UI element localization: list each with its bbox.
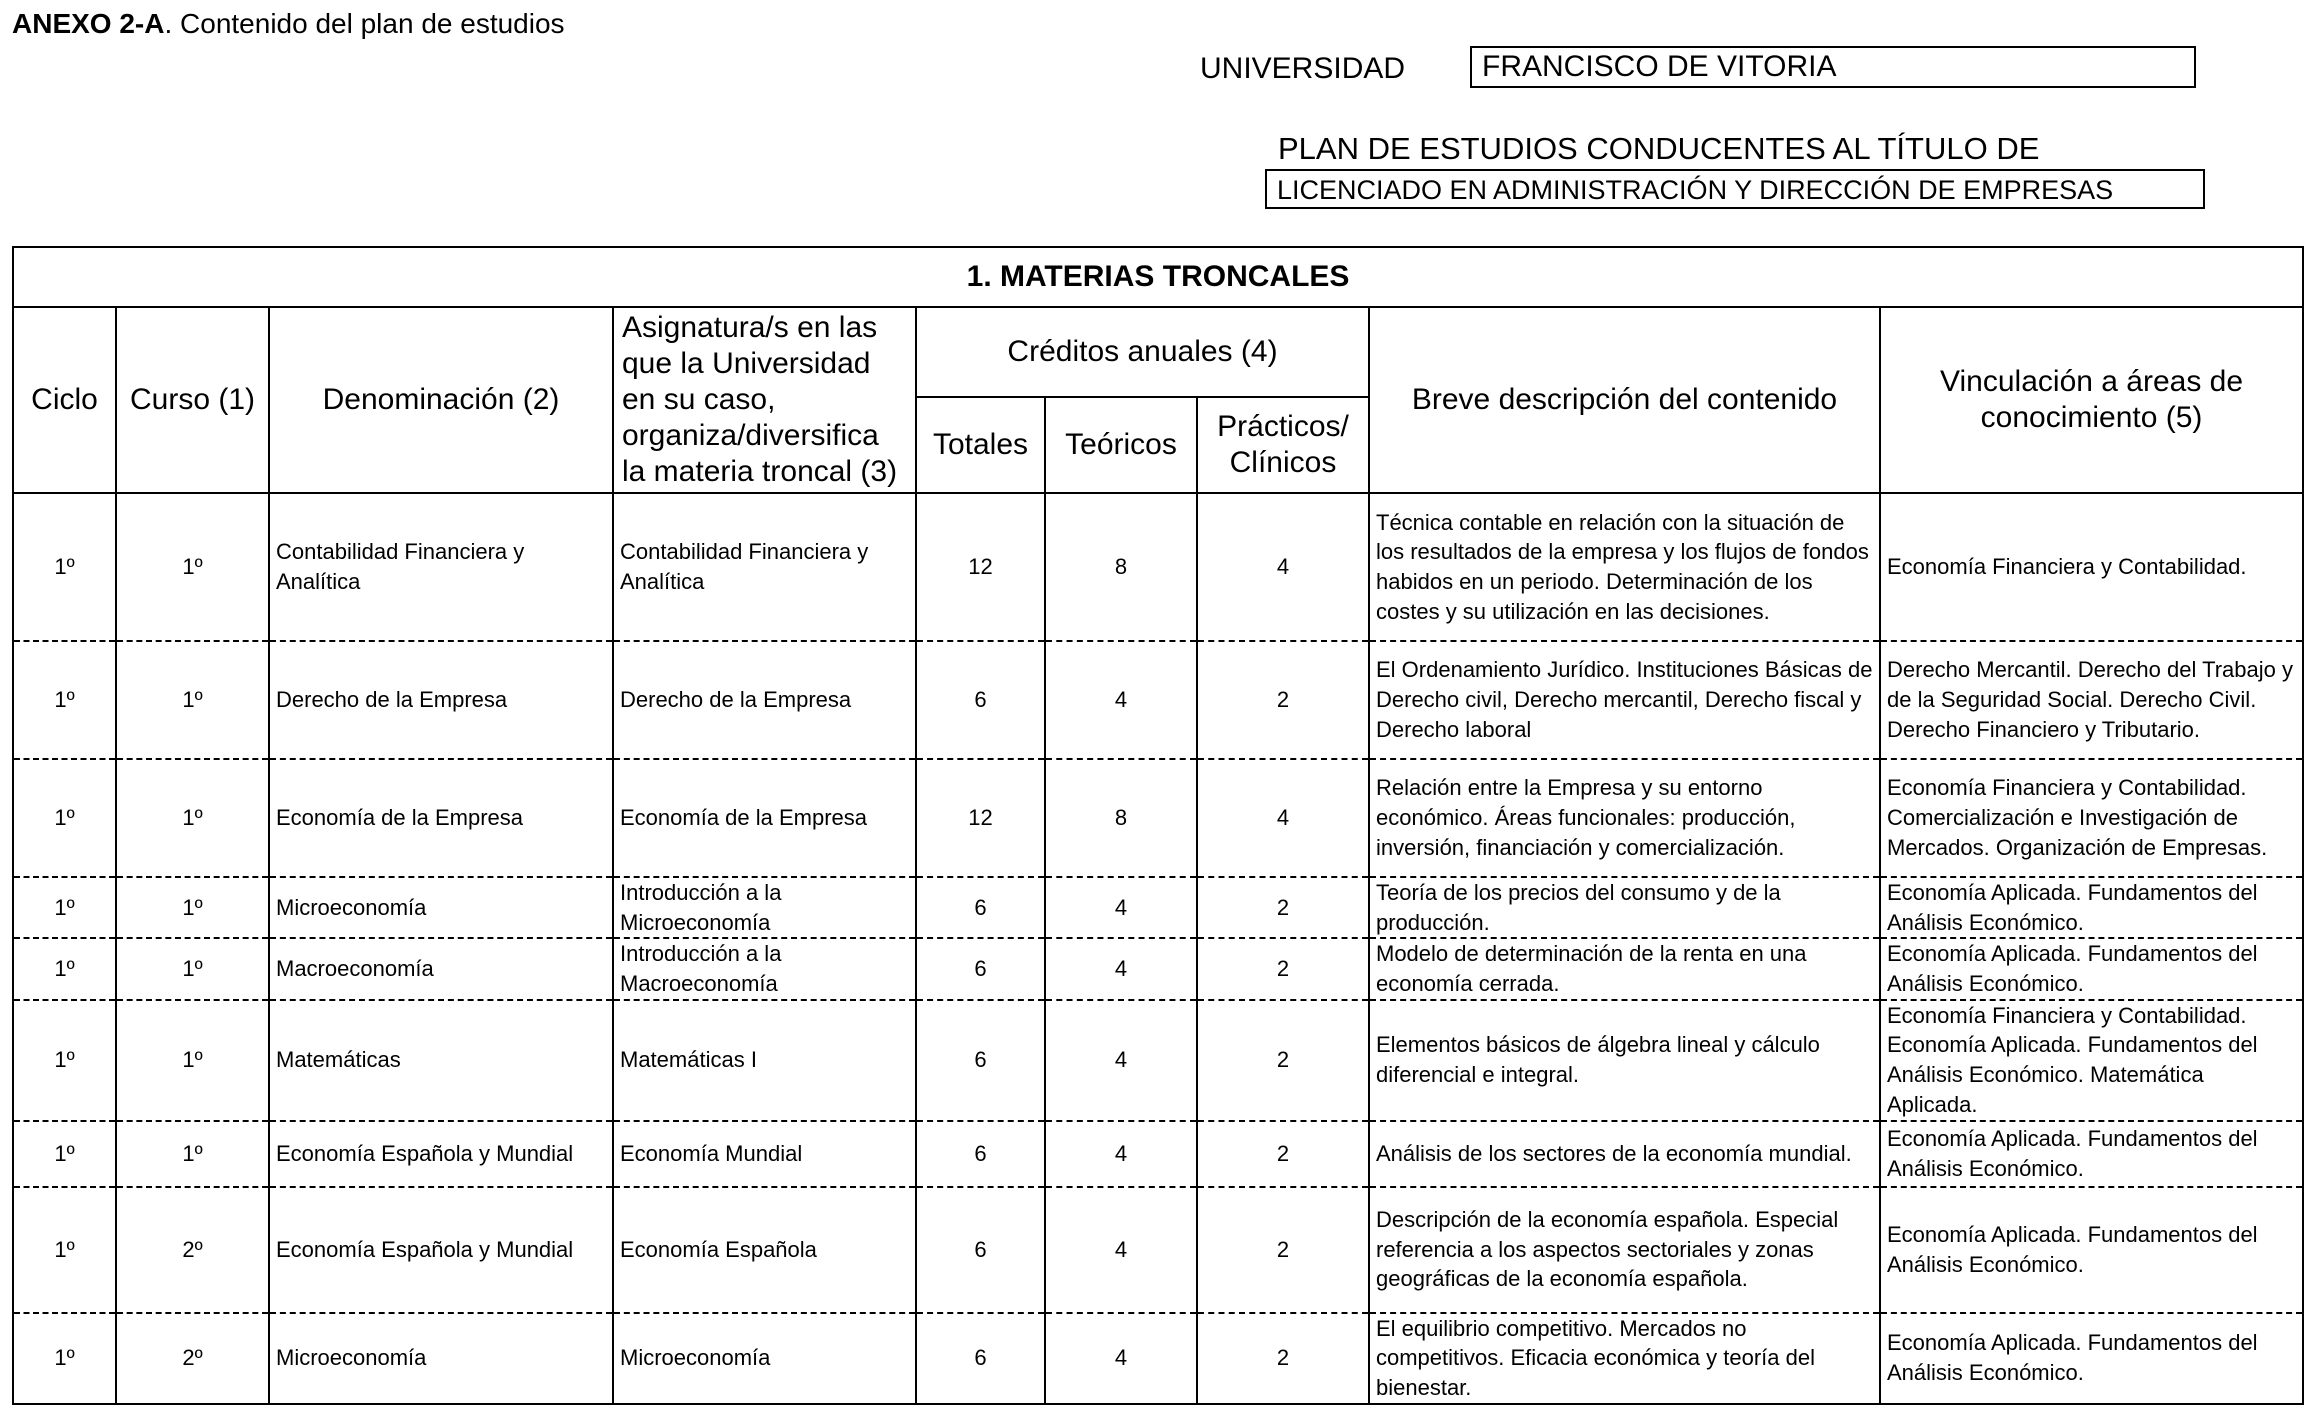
materias-troncales-table <box>12 246 2304 1405</box>
descripcion-cell: Elementos básicos de álgebra lineal y cálculo diferencial e integral. <box>1369 1000 1880 1121</box>
descripcion-cell: Teoría de los precios del consumo y de la producción. <box>1369 877 1880 938</box>
asignatura-cell: Economía Mundial <box>613 1121 916 1187</box>
descripcion-cell: Modelo de determinación de la renta en una economía cerrada. <box>1369 938 1880 999</box>
denominacion-cell: Matemáticas <box>269 1000 613 1121</box>
practicos-cell: 2 <box>1197 1187 1369 1313</box>
curso-cell: 1º <box>116 759 269 877</box>
denominacion-cell: Contabilidad Financiera y Analítica <box>269 493 613 641</box>
asignatura-cell: Microeconomía <box>613 1313 916 1404</box>
ciclo-cell: 1º <box>13 1000 116 1121</box>
plan-label: PLAN DE ESTUDIOS CONDUCENTES AL TÍTULO DE <box>1278 131 2040 166</box>
denominacion-cell: Economía de la Empresa <box>269 759 613 877</box>
practicos-cell: 2 <box>1197 1121 1369 1187</box>
table-row <box>13 641 2303 759</box>
denominacion-cell: Microeconomía <box>269 877 613 938</box>
col-header-creditos: Créditos anuales (4) <box>916 307 1369 397</box>
col-header-denominacion: Denominación (2) <box>269 307 613 493</box>
denominacion-cell: Derecho de la Empresa <box>269 641 613 759</box>
totales-cell: 6 <box>916 938 1045 999</box>
asignatura-cell: Derecho de la Empresa <box>613 641 916 759</box>
vinculacion-cell: Economía Aplicada. Fundamentos del Análisis Económico. <box>1880 938 2303 999</box>
descripcion-cell: Relación entre la Empresa y su entorno económico. Áreas funcionales: producción, inversión, financiación y comercialización. <box>1369 759 1880 877</box>
asignatura-cell: Economía de la Empresa <box>613 759 916 877</box>
col-header-descripcion: Breve descripción del contenido <box>1369 307 1880 493</box>
table-row <box>13 1000 2303 1121</box>
practicos-cell: 2 <box>1197 877 1369 938</box>
university-name-box: FRANCISCO DE VITORIA <box>1470 46 2196 88</box>
practicos-cell: 2 <box>1197 1313 1369 1404</box>
teoricos-cell: 8 <box>1045 493 1197 641</box>
asignatura-cell: Economía Española <box>613 1187 916 1313</box>
ciclo-cell: 1º <box>13 493 116 641</box>
denominacion-cell: Economía Española y Mundial <box>269 1187 613 1313</box>
practicos-cell: 2 <box>1197 938 1369 999</box>
vinculacion-cell: Economía Aplicada. Fundamentos del Análisis Económico. <box>1880 1121 2303 1187</box>
vinculacion-cell: Economía Aplicada. Fundamentos del Análisis Económico. <box>1880 877 2303 938</box>
totales-cell: 6 <box>916 1000 1045 1121</box>
asignatura-cell: Introducción a la Macroeconomía <box>613 938 916 999</box>
descripcion-cell: Análisis de los sectores de la economía mundial. <box>1369 1121 1880 1187</box>
totales-cell: 6 <box>916 1121 1045 1187</box>
teoricos-cell: 4 <box>1045 938 1197 999</box>
curso-cell: 1º <box>116 1000 269 1121</box>
ciclo-cell: 1º <box>13 938 116 999</box>
descripcion-cell: Descripción de la economía española. Especial referencia a los aspectos sectoriales y zonas geográficas de la economía española. <box>1369 1187 1880 1313</box>
asignatura-cell: Introducción a la Microeconomía <box>613 877 916 938</box>
table-body <box>13 493 2303 1404</box>
table-row <box>13 759 2303 877</box>
ciclo-cell: 1º <box>13 1121 116 1187</box>
practicos-cell: 2 <box>1197 1000 1369 1121</box>
col-header-practicos: Prácticos/ Clínicos <box>1197 397 1369 493</box>
col-header-teoricos: Teóricos <box>1045 397 1197 493</box>
curso-cell: 1º <box>116 641 269 759</box>
totales-cell: 12 <box>916 493 1045 641</box>
table-row <box>13 493 2303 641</box>
teoricos-cell: 4 <box>1045 1000 1197 1121</box>
table-row <box>13 1313 2303 1404</box>
table-row <box>13 938 2303 999</box>
teoricos-cell: 4 <box>1045 1313 1197 1404</box>
curso-cell: 1º <box>116 877 269 938</box>
ciclo-cell: 1º <box>13 641 116 759</box>
curso-cell: 2º <box>116 1187 269 1313</box>
col-header-curso: Curso (1) <box>116 307 269 493</box>
descripcion-cell: El equilibrio competitivo. Mercados no competitivos. Eficacia económica y teoría del bienestar. <box>1369 1313 1880 1404</box>
denominacion-cell: Macroeconomía <box>269 938 613 999</box>
teoricos-cell: 4 <box>1045 877 1197 938</box>
degree-box: LICENCIADO EN ADMINISTRACIÓN Y DIRECCIÓN DE EMPRESAS <box>1265 169 2205 209</box>
ciclo-cell: 1º <box>13 1313 116 1404</box>
asignatura-cell: Matemáticas I <box>613 1000 916 1121</box>
practicos-cell: 2 <box>1197 641 1369 759</box>
table-row <box>13 1187 2303 1313</box>
col-header-ciclo: Ciclo <box>13 307 116 493</box>
totales-cell: 6 <box>916 641 1045 759</box>
practicos-cell: 4 <box>1197 759 1369 877</box>
vinculacion-cell: Derecho Mercantil. Derecho del Trabajo y de la Seguridad Social. Derecho Civil. Derecho Financiero y Tributario. <box>1880 641 2303 759</box>
ciclo-cell: 1º <box>13 759 116 877</box>
annex-title: . Contenido del plan de estudios <box>164 8 565 39</box>
curso-cell: 2º <box>116 1313 269 1404</box>
col-header-totales: Totales <box>916 397 1045 493</box>
annex-heading <box>12 8 565 40</box>
col-header-asignatura: Asignatura/s en las que la Universidad en su caso, organiza/diversifica la materia troncal (3) <box>613 307 916 493</box>
vinculacion-cell: Economía Financiera y Contabilidad. Comercialización e Investigación de Mercados. Organización de Empresas. <box>1880 759 2303 877</box>
totales-cell: 6 <box>916 877 1045 938</box>
denominacion-cell: Microeconomía <box>269 1313 613 1404</box>
teoricos-cell: 8 <box>1045 759 1197 877</box>
university-label: UNIVERSIDAD <box>1200 52 1406 85</box>
vinculacion-cell: Economía Aplicada. Fundamentos del Análisis Económico. <box>1880 1187 2303 1313</box>
vinculacion-cell: Economía Financiera y Contabilidad. Economía Aplicada. Fundamentos del Análisis Económico. Matemática Aplicada. <box>1880 1000 2303 1121</box>
totales-cell: 12 <box>916 759 1045 877</box>
totales-cell: 6 <box>916 1313 1045 1404</box>
denominacion-cell: Economía Española y Mundial <box>269 1121 613 1187</box>
ciclo-cell: 1º <box>13 877 116 938</box>
totales-cell: 6 <box>916 1187 1045 1313</box>
vinculacion-cell: Economía Financiera y Contabilidad. <box>1880 493 2303 641</box>
curso-cell: 1º <box>116 938 269 999</box>
table-row <box>13 877 2303 938</box>
teoricos-cell: 4 <box>1045 1121 1197 1187</box>
teoricos-cell: 4 <box>1045 641 1197 759</box>
vinculacion-cell: Economía Aplicada. Fundamentos del Análisis Económico. <box>1880 1313 2303 1404</box>
teoricos-cell: 4 <box>1045 1187 1197 1313</box>
asignatura-cell: Contabilidad Financiera y Analítica <box>613 493 916 641</box>
table-row <box>13 1121 2303 1187</box>
col-header-vinculacion: Vinculación a áreas de conocimiento (5) <box>1880 307 2303 493</box>
table-title: 1. MATERIAS TRONCALES <box>13 247 2303 307</box>
annex-label: ANEXO 2-A <box>12 8 165 39</box>
descripcion-cell: Técnica contable en relación con la situación de los resultados de la empresa y los flujos de fondos habidos en un periodo. Determinación de los costes y su utilización en las decisiones. <box>1369 493 1880 641</box>
curso-cell: 1º <box>116 493 269 641</box>
practicos-cell: 4 <box>1197 493 1369 641</box>
descripcion-cell: El Ordenamiento Jurídico. Instituciones Básicas de Derecho civil, Derecho mercantil, Derecho fiscal y Derecho laboral <box>1369 641 1880 759</box>
curso-cell: 1º <box>116 1121 269 1187</box>
ciclo-cell: 1º <box>13 1187 116 1313</box>
